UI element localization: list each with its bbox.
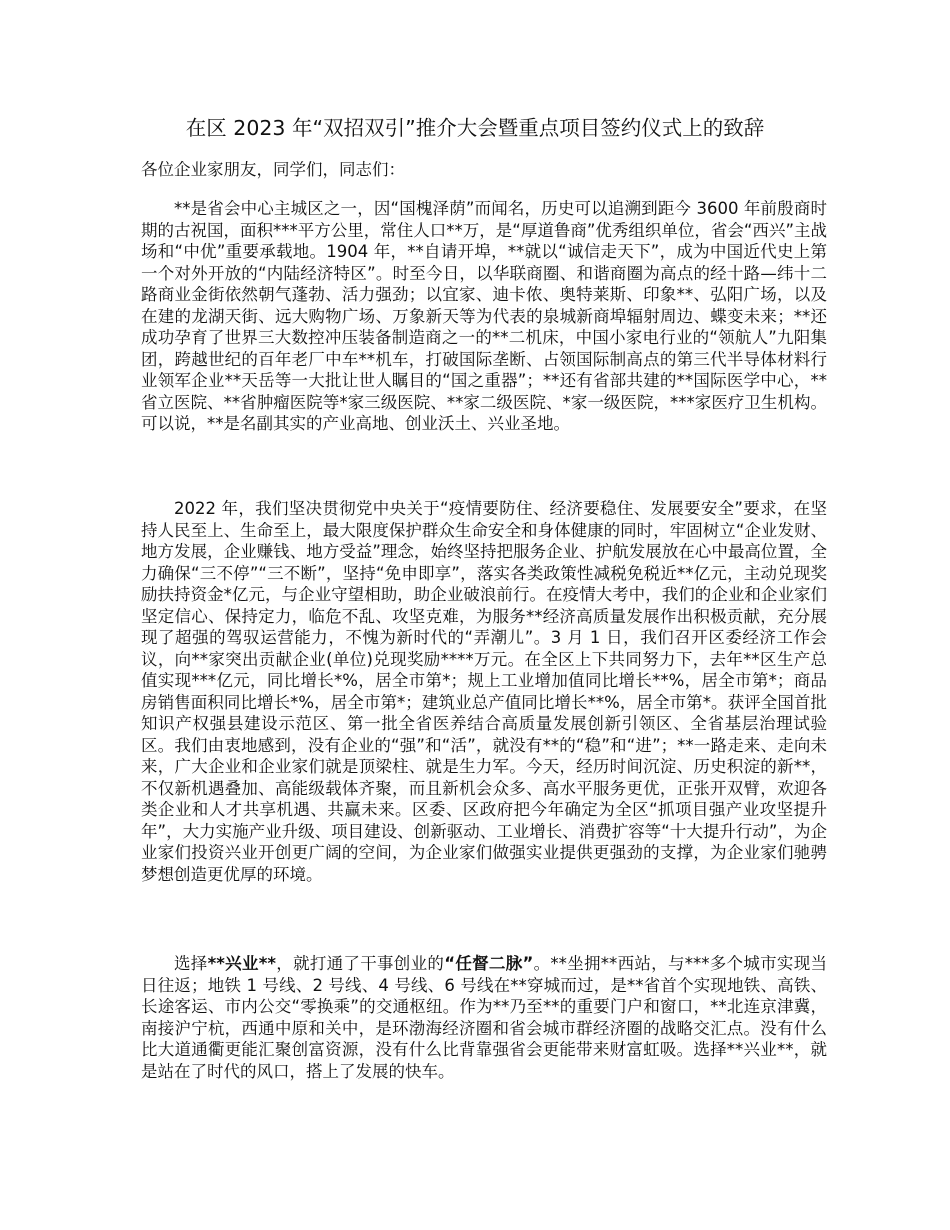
paragraph-2: 2022 年，我们坚决贯彻党中央关于“疫情要防住、经济要稳住、发展要安全”要求，在坚持人民至上、生命至上，最大限度保护群众生命安全和身体健康的同时，牢固树立“企业发财、地方发展，企业赚钱、地方受益”理念，始终坚持把服务企业、护航发展放在心中最高位置，全力确保“三不停”“三不断”，坚持“免申即享”，落实各类政策性减税免税近**亿元，主动兑现奖励扶持资金*亿元，与企业守望相助，助企业破浪前行。在疫情大考中，我们的企业和企业家们坚定信心、保持定力，临危不乱、攻坚克难，为服务**经济高质量发展作出积极贡献，充分展现了超强的驾驭运营能力，不愧为新时代的“弄潮儿”。3 月 1 日，我们召开区委经济工作会议，向**家突出贡献企业(单位)兑现奖励****万元。在全区上下共同努力下，去年**区生产总值实现***亿元，同比增长*%，居全市第*；规上工业增加值同比增长**%，居全市第*；商品房销售面积同比增长*%，居全市第*；建筑业总产值同比增长**%，居全市第*。获评全国首批知识产权强县建设示范区、第一批全省医养结合高质量发展创新引领区、全省基层治理试验区。我们由衷地感到，没有企业的“强”和“活”，就没有**的“稳”和“进”；**一路走来、走向未来，广大企业和企业家们就是顶梁柱、就是生力军。今天，经历时间沉淀、历史积淀的新**，不仅新机遇叠加、高能级载体齐聚，而且新机会众多、高水平服务更优，正张开双臂，欢迎各类企业和人才共享机遇、共赢未来。区委、区政府把今年确定为全区“抓项目强产业攻坚提升年”，大力实施产业升级、项目建设、创新驱动、工业增长、消费扩容等“十大提升行动”，为企业家们投资兴业开创更广阔的空间，为企业家们做强实业提供更强劲的支撑，为企业家们驰骋梦想创造更优厚的环境。 bbox=[141, 499, 827, 884]
paragraph-1: **是省会中心主城区之一，因“国槐泽荫”而闻名，历史可以追溯到距今 3600 年前殷商时期的古祝国，面积***平方公里，常住人口**万，是“厚道鲁商”优秀组织单位，省会“西兴”主战场和“中优”重要承载地。1904 年，**自请开埠，**就以“诚信走天下”，成为中国近代史上第一个对外开放的“内陆经济特区”。时至今日，以华联商圈、和谐商圈为高点的经十路—纬十二路商业金街依然朝气蓬勃、活力强劲；以宜家、迪卡侬、奥特莱斯、印象**、弘阳广场，以及在建的龙湖天街、远大购物广场、万象新天等为代表的泉城新商埠辐射周边、蝶变未来；**还成功孕育了世界三大数控冲压装备制造商之一的**二机床，中国小家电行业的“领航人”九阳集团，跨越世纪的百年老厂中车**机车，打破国际垄断、占领国际制高点的第三代半导体材料行业领军企业**天岳等一大批让世人瞩目的“国之重器”；**还有省部共建的**国际医学中心，**省立医院、**省肿瘤医院等*家三级医院、**家二级医院、*家一级医院，***家医疗卫生机构。可以说，**是名副其实的产业高地、创业沃土、兴业圣地。 bbox=[141, 199, 827, 433]
document-title: 在区 2023 年“双招双引”推介大会暨重点项目签约仪式上的致辞 bbox=[185, 116, 765, 140]
paragraph-3-text: ，就打通了干事创业的 bbox=[275, 954, 445, 973]
paragraph-3-emphasis: **兴业** bbox=[207, 954, 276, 973]
paragraph-3-text: 。**坐拥**西站，与***多个城市实现当日往返；地铁 1 号线、2 号线、4 号线、6 号线在**穿城而过，是**省首个实现地铁、高铁、长途客运、市内公交“零换乘”的交通枢纽。作为**乃至**的重要门户和窗口，**北连京津冀，南接沪宁杭，西通中原和关中，是环渤海经济圈和省会城市群经济圈的战略交汇点。没有什么比大道通衢更能汇聚创富资源，没有什么比背靠强省会更能带来财富虹吸。选择**兴业**，就是站在了时代的风口，搭上了发展的快车。 bbox=[141, 954, 828, 1081]
paragraph-3-text: 选择 bbox=[174, 954, 208, 973]
paragraph-3 bbox=[141, 953, 827, 1082]
paragraph-3-emphasis: “任督二脉” bbox=[444, 954, 534, 973]
salutation: 各位企业家朋友，同学们，同志们： bbox=[141, 160, 405, 179]
